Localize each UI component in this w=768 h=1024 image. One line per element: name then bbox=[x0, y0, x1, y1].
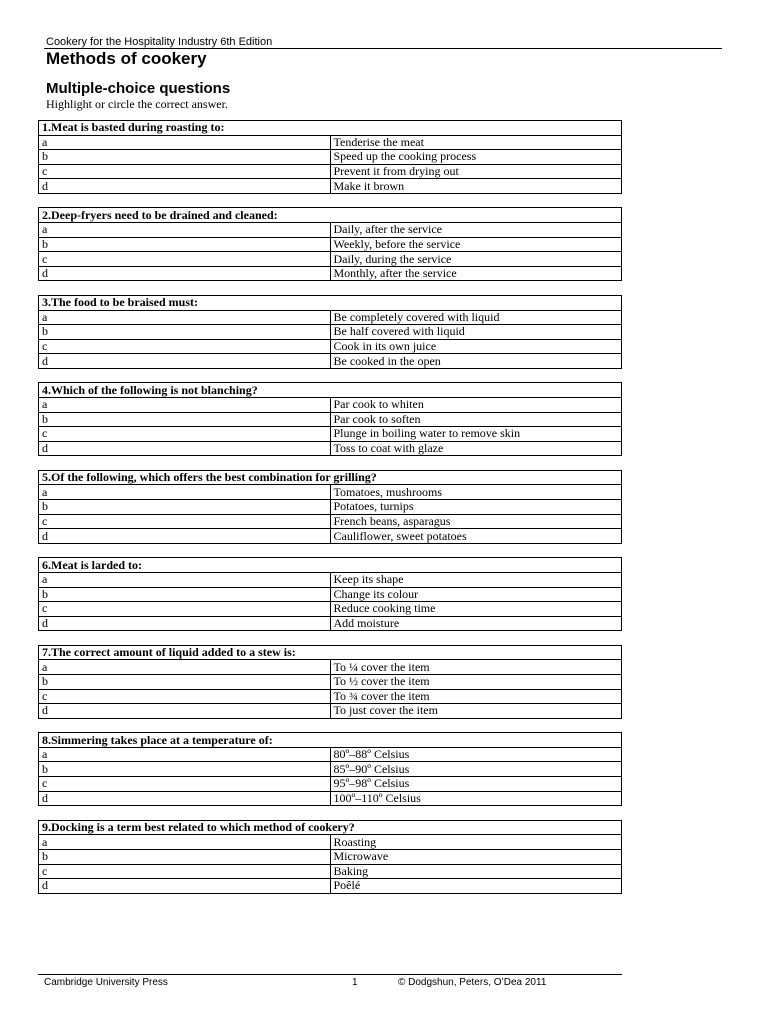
questions-list bbox=[38, 120, 622, 907]
option-letter: c bbox=[39, 689, 331, 704]
question-text: 1.Meat is basted during roasting to: bbox=[39, 121, 622, 136]
answer-option[interactable] bbox=[39, 135, 622, 150]
answer-option[interactable] bbox=[39, 441, 622, 456]
answer-option[interactable] bbox=[39, 485, 622, 500]
option-text: Baking bbox=[330, 864, 622, 879]
answer-option[interactable] bbox=[39, 252, 622, 267]
answer-option[interactable] bbox=[39, 223, 622, 238]
answer-option[interactable] bbox=[39, 777, 622, 792]
answer-option[interactable] bbox=[39, 529, 622, 544]
option-letter: a bbox=[39, 747, 331, 762]
option-text: Cook in its own juice bbox=[330, 339, 622, 354]
option-letter: c bbox=[39, 164, 331, 179]
question-table bbox=[38, 382, 622, 456]
option-text: Microwave bbox=[330, 849, 622, 864]
option-text: Plunge in boiling water to remove skin bbox=[330, 427, 622, 442]
answer-option[interactable] bbox=[39, 572, 622, 587]
option-text: Make it brown bbox=[330, 179, 622, 194]
question-text: 2.Deep-fryers need to be drained and cleaned: bbox=[39, 208, 622, 223]
option-text: Toss to coat with glaze bbox=[330, 441, 622, 456]
option-letter: a bbox=[39, 485, 331, 500]
question-table bbox=[38, 295, 622, 369]
answer-option[interactable] bbox=[39, 864, 622, 879]
answer-option[interactable] bbox=[39, 602, 622, 617]
answer-option[interactable] bbox=[39, 412, 622, 427]
option-letter: d bbox=[39, 791, 331, 806]
option-letter: a bbox=[39, 310, 331, 325]
option-letter: d bbox=[39, 704, 331, 719]
option-letter: d bbox=[39, 354, 331, 369]
answer-option[interactable] bbox=[39, 179, 622, 194]
answer-option[interactable] bbox=[39, 237, 622, 252]
option-letter: c bbox=[39, 602, 331, 617]
option-text: Tomatoes, mushrooms bbox=[330, 485, 622, 500]
option-text: To just cover the item bbox=[330, 704, 622, 719]
question-text: 5.Of the following, which offers the best combination for grilling? bbox=[39, 470, 622, 485]
option-letter: b bbox=[39, 587, 331, 602]
option-letter: b bbox=[39, 412, 331, 427]
answer-option[interactable] bbox=[39, 747, 622, 762]
option-letter: c bbox=[39, 777, 331, 792]
instruction-text: Highlight or circle the correct answer. bbox=[46, 97, 228, 111]
option-text: French beans, asparagus bbox=[330, 514, 622, 529]
option-text: To ¼ cover the item bbox=[330, 660, 622, 675]
question-text: 6.Meat is larded to: bbox=[39, 558, 622, 573]
option-text: Potatoes, turnips bbox=[330, 500, 622, 515]
option-text: Daily, after the service bbox=[330, 223, 622, 238]
answer-option[interactable] bbox=[39, 675, 622, 690]
option-text: Speed up the cooking process bbox=[330, 150, 622, 165]
answer-option[interactable] bbox=[39, 398, 622, 413]
option-text: Be completely covered with liquid bbox=[330, 310, 622, 325]
option-letter: b bbox=[39, 150, 331, 165]
answer-option[interactable] bbox=[39, 310, 622, 325]
option-text: Poêlé bbox=[330, 879, 622, 894]
option-letter: c bbox=[39, 252, 331, 267]
option-letter: b bbox=[39, 325, 331, 340]
option-letter: b bbox=[39, 500, 331, 515]
answer-option[interactable] bbox=[39, 616, 622, 631]
answer-option[interactable] bbox=[39, 164, 622, 179]
option-letter: a bbox=[39, 660, 331, 675]
option-text: Reduce cooking time bbox=[330, 602, 622, 617]
option-text: To ¾ cover the item bbox=[330, 689, 622, 704]
answer-option[interactable] bbox=[39, 849, 622, 864]
option-letter: c bbox=[39, 339, 331, 354]
option-letter: d bbox=[39, 179, 331, 194]
option-letter: c bbox=[39, 514, 331, 529]
book-title-header: Cookery for the Hospitality Industry 6th Edition bbox=[46, 36, 273, 48]
question-table bbox=[38, 470, 622, 544]
option-letter: c bbox=[39, 427, 331, 442]
footer-publisher: Cambridge University Press bbox=[44, 977, 168, 988]
option-text: Par cook to whiten bbox=[330, 398, 622, 413]
option-letter: a bbox=[39, 223, 331, 238]
option-text: Monthly, after the service bbox=[330, 266, 622, 281]
option-text: Be cooked in the open bbox=[330, 354, 622, 369]
answer-option[interactable] bbox=[39, 689, 622, 704]
option-text: 80º–88º Celsius bbox=[330, 747, 622, 762]
option-letter: d bbox=[39, 529, 331, 544]
question-text: 3.The food to be braised must: bbox=[39, 295, 622, 310]
option-text: Change its colour bbox=[330, 587, 622, 602]
question-text: 9.Docking is a term best related to which method of cookery? bbox=[39, 820, 622, 835]
question-table bbox=[38, 732, 622, 806]
option-text: 95º–98º Celsius bbox=[330, 777, 622, 792]
option-text: 100º–110º Celsius bbox=[330, 791, 622, 806]
question-table bbox=[38, 120, 622, 194]
option-text: Tenderise the meat bbox=[330, 135, 622, 150]
question-table bbox=[38, 645, 622, 719]
answer-option[interactable] bbox=[39, 791, 622, 806]
answer-option[interactable] bbox=[39, 704, 622, 719]
option-text: Roasting bbox=[330, 835, 622, 850]
option-letter: a bbox=[39, 135, 331, 150]
option-text: Prevent it from drying out bbox=[330, 164, 622, 179]
option-text: Add moisture bbox=[330, 616, 622, 631]
answer-option[interactable] bbox=[39, 150, 622, 165]
section-title: Multiple-choice questions bbox=[46, 80, 231, 97]
answer-option[interactable] bbox=[39, 879, 622, 894]
option-letter: c bbox=[39, 864, 331, 879]
option-letter: d bbox=[39, 616, 331, 631]
option-letter: b bbox=[39, 237, 331, 252]
option-letter: a bbox=[39, 572, 331, 587]
option-letter: d bbox=[39, 879, 331, 894]
footer-copyright: © Dodgshun, Peters, O’Dea 2011 bbox=[398, 977, 547, 988]
option-text: Daily, during the service bbox=[330, 252, 622, 267]
answer-option[interactable] bbox=[39, 427, 622, 442]
answer-option[interactable] bbox=[39, 354, 622, 369]
answer-option[interactable] bbox=[39, 762, 622, 777]
question-table bbox=[38, 207, 622, 281]
footer-rule bbox=[38, 974, 622, 975]
question-text: 8.Simmering takes place at a temperature of: bbox=[39, 733, 622, 748]
answer-option[interactable] bbox=[39, 325, 622, 340]
page-title: Methods of cookery bbox=[46, 49, 207, 68]
answer-option[interactable] bbox=[39, 266, 622, 281]
option-text: To ½ cover the item bbox=[330, 675, 622, 690]
option-letter: a bbox=[39, 835, 331, 850]
option-letter: b bbox=[39, 675, 331, 690]
option-letter: b bbox=[39, 762, 331, 777]
option-letter: d bbox=[39, 441, 331, 456]
option-text: Be half covered with liquid bbox=[330, 325, 622, 340]
answer-option[interactable] bbox=[39, 587, 622, 602]
question-text: 7.The correct amount of liquid added to a stew is: bbox=[39, 645, 622, 660]
option-text: Cauliflower, sweet potatoes bbox=[330, 529, 622, 544]
option-letter: a bbox=[39, 398, 331, 413]
answer-option[interactable] bbox=[39, 835, 622, 850]
option-letter: d bbox=[39, 266, 331, 281]
option-text: Weekly, before the service bbox=[330, 237, 622, 252]
option-text: Par cook to soften bbox=[330, 412, 622, 427]
question-text: 4.Which of the following is not blanching? bbox=[39, 383, 622, 398]
option-text: Keep its shape bbox=[330, 572, 622, 587]
option-letter: b bbox=[39, 849, 331, 864]
answer-option[interactable] bbox=[39, 660, 622, 675]
option-text: 85º–90º Celsius bbox=[330, 762, 622, 777]
answer-option[interactable] bbox=[39, 514, 622, 529]
answer-option[interactable] bbox=[39, 339, 622, 354]
question-table bbox=[38, 557, 622, 631]
answer-option[interactable] bbox=[39, 500, 622, 515]
footer-page-number: 1 bbox=[352, 977, 358, 988]
question-table bbox=[38, 820, 622, 894]
